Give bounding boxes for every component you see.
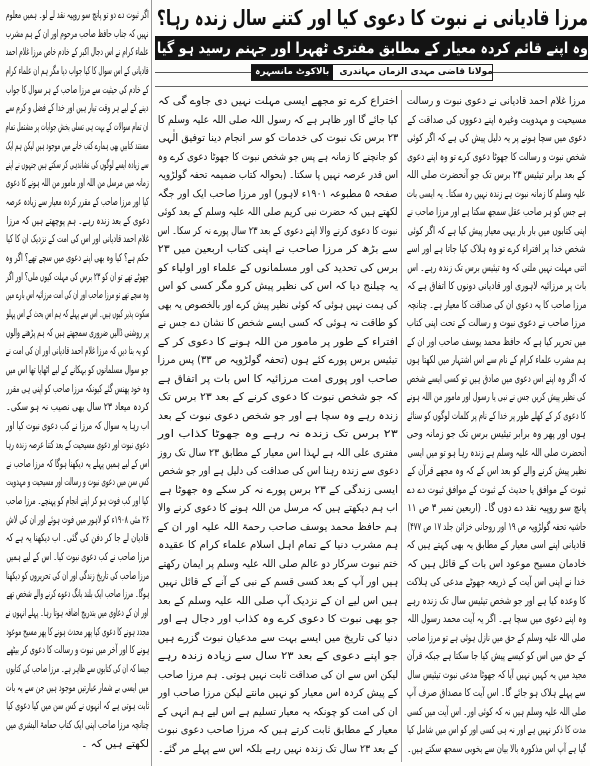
article-text-line-content: سے بڑھ کر مرزا صاحب نے اپنی کتاب اربعین میں ۲۳ [157,243,398,255]
article-text-line-content: لکھتے ہیں کہ ۔ [81,737,149,750]
article-text-line-content: صلی اللہ علیہ وسلم ہیں نہ کہ کوئی اور۔ اس آیت میں کسی [406,705,586,718]
article-text-line [405,518,586,537]
article-text-line [405,666,586,685]
article-text-line [405,148,586,167]
column-divider [151,0,152,766]
article-text-line-content: اگر ثبوت دے دو تو پانچ سو روپیہ نقد لے لو۔ ہمیں معلوم [6,9,149,21]
article-text-line [405,740,586,759]
article-text-line-content: جو سوال مسلمانوں کو بہکانے کے لیے اٹھایا تھا اس میں [5,364,149,377]
article-text-line [405,314,586,333]
article-text-line-content: مرزا صاحب نے دعوی نبوت و رسالت کے تحت اپنی کتاب [407,317,586,329]
article-text-line-content: میں تحریر کیا ہے کہ حافظ محمد یوسف صاحب اور ان کے [406,335,586,348]
article-text-line-content: نبوت کا دعوی کرنے والا اپنے دعوی کے بعد ۲۳ سال پورے نہ کر سکا۔ اس [158,224,398,237]
article-text-line-content: شخص خدا پر افتراء کرے تو وہ ہلاک کیا جاتا ہے اور اسے [406,243,586,255]
article-text-line-content: چنانچہ مرزا صاحب اپنی ایک کتاب حمامۃ البشری میں [5,719,149,732]
article-text-line-content: مفتری علی اللہ ہے لہذا اس معیار کے مطابق ۲۳ سال تک روز [157,446,398,459]
article-text-line [156,425,398,444]
article-text-line-content: اور ان کے دعاوی میں بتدریج اضافہ ہوتا رہا۔ پہلے انہوں نے [5,607,149,619]
article-text-line-content: لکھتے ہیں کہ حضرت نبی کریم صلی اللہ علیہ وسلم کے بعد کوئی [158,206,398,218]
article-text-line [405,610,586,629]
article-text-line [405,425,586,444]
article-text-line-content: پانچ سو روپیہ نقد دے دوں گا۔ (اربعین نمبر ۳ ص ۱۱ [406,502,586,514]
article-text-line-content: قادیانی کے اس سوال کا کیا جواب دیا مگر ہم ان علماء کرام [6,65,149,78]
article-text-line [156,111,398,130]
article-text-line-content: صلی اللہ علیہ وسلم کے حق میں نازل ہوئی ہے تو مرزا صاحب [407,631,586,644]
article-text-line [4,417,149,436]
article-text-line [4,43,149,62]
article-text-line-content: کو طاقت نہ ہوئی کہ کسی ایسے شخص کا نشان دے جس نے [157,317,398,329]
article-text-line [156,721,398,740]
article-text-line-content: جو بھی نبوت کا دعوی کرے وہ کذاب اور دجال ہے اور [158,613,398,625]
article-text-line [405,111,586,130]
headline [155,3,588,33]
article-text-line-content: ہم حافظ محمد یوسف صاحب رحمۃ اللہ علیہ اور ان کے [158,520,398,533]
article-text-line-content: اب ہم دیکھتے ہیں کہ مرسل من اللہ ہونے کا دعوی کرنے والا [157,502,398,514]
article-text-line [405,499,586,518]
article-text-line-content: کے بعد برابر تیئیس ۲۳ برس تک جو آنحضرت صلی اللہ [407,169,586,181]
article-text-line [4,604,149,623]
article-text-line-content: کیا اور کب فوت ہو کر اپنے انجام کو پہنچے۔ مرزا صاحب [6,494,149,507]
article-text-line [156,555,398,574]
article-text-line [405,370,586,389]
article-text-line [156,351,398,370]
article-text-line [405,92,586,111]
article-text-line-content: دعوی سے زندہ رہنا اس کی صداقت کی دلیل ہے اور جو شخص [157,465,398,477]
article-text-line [4,305,149,324]
article-text-line-content: زمانہ میں مرسل من اللہ اور مامور من اللہ ہونے کا دعوی [6,177,149,190]
article-text-line [405,129,586,148]
article-text-line [4,286,149,305]
article-text-line-content: مرزا صاحب کا یہ دعوی ان کی صداقت کا معیار ہے۔ چنانچہ [407,298,586,311]
article-text-line [405,592,586,611]
article-text-line [4,324,149,343]
article-text-line-content: گیا ہے آپ اس مذکورہ بالا بیان سے بخوبی سمجھ سکتے ہیں۔ [407,742,586,755]
article-text-line-content: اپنی کتابوں میں بار بار یہی معیار پیش کیا ہے کہ اگر کوئی [407,224,586,237]
article-text-line-content: سکوت پذیر کیوں ہیں۔ اس سے پہلے کہ ہم اس بحث کے اس پہلو [5,308,149,320]
article-text-line [156,536,398,555]
article-text-line-content: جھوٹے تھے تو ان کو ۲۳ برس کی مہلت کیوں ملی؟ اور اگر [5,270,149,283]
article-text-line [4,62,149,81]
article-text-line [4,268,149,287]
article-text-line [405,351,586,370]
article-text-line [405,277,586,296]
article-text-line-content: شخص نبوت و رسالت کا جھوٹا دعوی کرے تو وہ اپنے دعوی [406,150,586,163]
headline-rule [155,86,588,87]
article-text-line-content: تیئیس برس پورے کئے ہوں (تحفہ گولڑویہ ص ۳۳) پس مرزا [157,354,398,366]
article-text-line-content: غلام احمد قادیانی اور اس کی امت کے نزدیک ان کا کیا [6,233,149,246]
article-text-line [156,240,398,259]
article-text-line [156,296,398,315]
article-text-line [405,185,586,204]
article-text-line-content: کا وعدہ کیا ہے اور جو شخص تیئیس سال تک زندہ رہے [406,594,586,607]
column-divider [401,90,402,762]
article-text-line [4,735,149,754]
article-text-line [4,436,149,455]
article-text-line-content: دینے کے لیے ہر وقت تیار ہیں اور خدا کے فضل و کرم سے [6,102,149,115]
article-text-line-content: جو اپنے دعوی کے بعد ۲۳ سال سے زیادہ زندہ رہے [158,650,398,662]
article-text-line-content: جیسا کہ ان کی کتابوں سے ظاہر ہے۔ مرزا صاحب کی کتابوں [5,663,149,676]
article-text-line-content: ہے جس کو ہر صاحب عقل سمجھ سکتا ہے اور مرزا صاحب نے [406,206,586,218]
article-text-line-content: کس سن میں دعوی نبوت و رسالت اور مسیحیت و مہدویت [5,476,149,489]
article-text-line-content: مستند کتابیں بھی ہمارے کتب خانے میں موجود ہیں لیکن ہم ایک [5,139,149,152]
subheadline [155,36,588,60]
article-text-line [156,185,398,204]
article-text-line-content: قادیانی اپنے اسی معیار کے مطابق یہ بھی کہتے ہیں کہ [406,539,586,551]
article-text-line-content: دنیا کی تاریخ میں ایسے بہت سے مدعیان نبوت گزرے ہیں [157,631,398,644]
article-text-line-content: مدت کا ذکر نہیں ہے اور نہ ہی کسی اور کو اس میں شامل کیا [406,724,586,736]
article-text-line-content: علماء کرام نے اس دجال اکبر کے خادم خاص مرزا غلام احمد [6,46,149,59]
article-text-line-content: ہم مشرب دنیا کے تمام اہل اسلام علماء کرام کا عقیدہ [157,539,398,551]
article-text-line [156,92,398,111]
article-text-line-content: افتراء کے طور پر مامور من اللہ ہونے کا دعوی کر کے [158,335,398,348]
headline-text: مرزا قادیانی نے نبوت کا دعوی کیا اور کتنے سال زندہ رہا؟ [156,6,588,30]
article-text-line [405,333,586,352]
article-text-line [4,492,149,511]
article-text-line-content: حاشیہ تحفہ گولڑویہ ص ۱۹ اور روحانی خزائن جلد ۱۷ ص ۴۷۷) [406,520,586,533]
article-text-line-content: پر روشنی ڈالیں ضروری سمجھتے ہیں کہ ہم پڑھنے والوں [6,326,149,339]
article-text-line [156,592,398,611]
article-text-line-content: کیا جائے گا اور ظاہر ہے کہ رسول اللہ صلی اللہ علیہ وسلم کا [157,113,398,126]
subheadline-text: وہ اپنے قائم کردہ معیار کے مطابق مفتری ٹھہرا اور جہنم رسید ہو گیا [156,39,588,57]
article-text-line [156,703,398,722]
article-text-line-content: کا دعوی کر کے کھلے طور پر خدا کے نام پر کلمات لوگوں کو سنائے [406,409,586,422]
article-text-line-content: ۲۳ برس تک زندہ نہ رہے وہ جھوٹا کذاب اور [158,428,398,440]
article-text-line-content: دعوی نبوت اور دعوی مسیحیت کے بعد کتنا عرصہ زندہ رہا [6,438,149,451]
article-text-line [4,25,149,44]
article-text-line-content: آنحضرت صلی اللہ علیہ وسلم ہے زندہ رہا ہو تو میں ایسی [407,446,586,459]
article-text-line [4,529,149,548]
article-text-line [4,623,149,642]
article-text-line-content: اس کے لیے ہمیں پہلے یہ دیکھنا ہوگا کہ مرزا صاحب نے [5,457,149,470]
article-text-line [156,647,398,666]
article-text-line [4,230,149,249]
article-text-line [405,388,586,407]
article-text-line [156,333,398,352]
article-text-line-content: وہ اپنے دعوی میں سچا ہے۔ اگر یہ آیت محمد رسول اللہ [407,613,586,625]
article-text-line [4,361,149,380]
article-text-line [156,203,398,222]
article-text-line-content: خدا نے اپنی اس آیت کے ذریعہ جھوٹے مدعی کی ہلاکت [407,576,586,588]
article-text-line-content: ۲۳ برس تک نبوت کی خدمات کو سر انجام دینا توفیق الٰہی [157,132,398,144]
byline-location: بالاکوٹ مانسہرہ [251,65,333,80]
article-text-line [156,462,398,481]
article-text-line [405,481,586,500]
article-text-line-content: کے حق میں اس کو کیسے پیش کیا جا سکتا ہے جبکہ قرآن [406,650,586,662]
article-text-line [405,555,586,574]
article-text-line-content: برس کی تحدید کی اور مسلمانوں کے علماء اور اولیاء کو [157,261,398,274]
article-text-line [405,703,586,722]
article-text-line [405,536,586,555]
article-text-line-content: کو جانچنے کا زمانہ ہے پس جو شخص نبوت کا جھوٹا دعوی کرے وہ [158,150,398,163]
article-text-line [4,212,149,231]
article-text-line-content: مجدد ہونے کا دعوی کیا پھر محدث ہونے کا پھر مسیح موعود [6,625,149,638]
article-text-line [405,222,586,241]
article-text-line [156,407,398,426]
article-text-line [405,721,586,740]
article-text-line [405,203,586,222]
article-text-line-content: کردہ میعاد ۲۳ سال بھی نصیب نہ ہو سکی۔ [5,401,149,414]
article-text-line [4,156,149,175]
article-text-line-content: ہم مشرب علماء کرام کے نام سے اس اشتہار میں لکھتا ہوں [407,354,586,366]
article-text-line [4,174,149,193]
article-text-line-content: سے پہلے ہلاک ہو جائے گا۔ اس آیت کا مصداق صرف آپ [406,687,586,699]
article-text-line [4,99,149,118]
article-text-line-content: کی ہمت نہیں ہوئی کہ کوئی نظیر پیش کرے اور بالخصوص یہ بھی [158,298,398,311]
article-text-line-content: ہوگا۔ مرزا صاحب ایک بلند بانگ دعوے کرنے والے شخص تھے [5,588,149,601]
article-text-line [4,641,149,660]
article-text-line-content: کو یہ بتا دیں کہ مرزا غلام احمد قادیانی اور ان کی امت نے [5,345,149,358]
article-text-line [156,129,398,148]
article-text-line-content: مرزا صاحب کی تاریخ زندگی اور ان کی تحریروں کو دیکھنا [5,569,149,582]
article-text-line [156,388,398,407]
byline-box [251,64,493,81]
article-text-line [405,296,586,315]
middle-column [156,92,398,758]
article-text-line-content: صاحب اور پوری امت مرزائیہ کا اس بات پر اتفاق ہے [157,372,398,385]
article-text-line [405,462,586,481]
article-text-line [156,166,398,185]
article-text-line-content: لیکن اس سے ان کی صداقت ثابت نہیں ہوتی۔ ہم مرزا صاحب [157,668,398,681]
article-text-line [4,567,149,586]
article-text-line [405,444,586,463]
article-text-line-content: مسیحیت و مہدویت وغیرہ اپنے دعووں کی صداقت کے [407,113,586,126]
article-text-line [405,259,586,278]
article-text-line [4,398,149,417]
article-text-line [156,148,398,167]
article-text-line-content: خادمان مسیح موعود اس بات کے قائل ہیں کہ [406,557,586,570]
article-text-line [405,573,586,592]
article-text-line-content: ایسی زندگی کے ۲۳ برس پورے نہ کر سکے وہ جھوٹا ہے [159,483,398,496]
right-column [405,92,586,758]
article-text-line-content: اختراع کرے تو مجھے ایسی مہلت نہیں دی جاوے گی کہ [158,95,398,107]
article-text-line [4,81,149,100]
headline-block [155,3,588,83]
article-text-line-content: حکم ہے؟ کیا وہ بھی اپنے دعوی میں سچے تھے؟ اگر وہ [6,251,149,264]
article-text-line-content: کے خادم کی حیثیت سے مرزا صاحب کے ہر سوال کا جواب [5,83,149,96]
article-text-line [156,222,398,241]
article-text-line [4,118,149,137]
article-text-line-content: کہ جو شخص نبوت کا دعوی کرنے کے بعد ۲۳ برس تک [158,391,398,403]
article-text-line-content: ان تمام سوالات کے بہت ہی تسلی بخش جوابات پر مشتمل تمام [6,121,149,134]
article-text-line-content: کہ اگر وہ اپنے اس دعوی میں صادق ہیں تو کسی ایسے شخص [406,372,586,385]
article-text-line [405,166,586,185]
article-text-line-content: بات پر مرزائیہ لاہوری اور قادیانی دونوں کا اتفاق ہے کہ [406,280,586,292]
article-text-line [156,370,398,389]
article-text-line [4,137,149,156]
article-text-line-content: ۲۶ مئی ۱۹۰۸ء کو لاہور میں فوت ہوئے اور ان کی لاش [6,513,149,526]
article-text-line [4,6,149,25]
article-text-line-content: وہ خود پھنس گئے کیونکہ مرزا صاحب کو اپنی ہی مقرر [6,382,149,395]
article-text-line-content: علیہ وسلم کا زمانہ نبوت ہے زندہ نہیں رہ سکتا۔ یہ ایسی بات [407,187,586,200]
article-text-line-content: صفحہ ۵ مطبوعہ ۱۹۰۱ء لاہور) اور مرزا صاحب ایک اور جگہ [157,187,398,200]
article-text-line [4,585,149,604]
article-text-line [4,548,149,567]
article-text-line-content: مرزا غلام احمد قادیانی نے دعوی نبوت و رسالت [406,95,586,107]
article-text-line-content: ہیں اس لیے ان کے نزدیک آپ صلی اللہ علیہ وسلم کے بعد [158,594,398,607]
article-text-line [156,481,398,500]
article-text-line-content: نظیر پیش کرنے والے کو بعد اس کے کہ وہ مجھے قرآن کے [407,465,586,477]
article-text-line [4,511,149,530]
byline-author: مولانا قاضی مہدی الزمان مہاندری [339,67,493,77]
article-text-line-content: وہ سچے تھے تو مرزا صاحب اور ان کی امت مرزائیہ اس بارے میں [6,289,149,302]
article-text-line [156,518,398,537]
article-text-line-content: زندہ رہے وہ سچا ہے اور جو شخص دعوی نبوت کے بعد [158,409,398,422]
article-text-line-content: نہیں کہ جناب حافظ صاحب مرحوم اور ان کے ہم مشرب [6,27,149,40]
article-text-line-content: قادیان لے جا کر دفن کی گئی۔ اب دیکھنا یہ ہے کہ [5,532,149,545]
article-text-line-content: ثبوت کے موافق یا حدیث کے ثبوت کے موافق ثبوت دے دے [407,483,586,496]
article-text-line-content: میں ایسی بے شمار عبارتیں موجود ہیں جن سے یہ بات [5,681,149,694]
article-text-line [4,473,149,492]
article-text-line [156,629,398,648]
article-text-line [405,240,586,259]
article-text-line-content: کی نظیر پیش کریں جس نے نبی یا رسول اور مامور من اللہ ہونے [406,391,586,403]
article-text-line [156,610,398,629]
article-text-line-content: سے زیادہ ایسے لوگوں کی نشاندہی کر سکتے ہیں جنہوں نے اپنے [5,158,149,171]
article-text-line [4,193,149,212]
article-text-line [4,679,149,698]
article-text-line [4,697,149,716]
article-text-line [4,455,149,474]
article-text-line [156,740,398,759]
article-text-line-content: اتنی مہلت نہیں ملتی کہ وہ تیئیس برس تک زندہ رہے۔ اس [407,261,586,274]
article-text-line-content: ہوں اور پھر وہ برابر تیئیس برس تک جو زمانہ وحی [407,428,586,440]
article-text-line-content: اب رہا یہ سوال کہ مرزا نے کب دعوی نبوت کیا اور [5,420,149,433]
article-text-line [156,573,398,592]
article-text-line-content: مرزا صاحب نے کب دعوی نبوت کیا۔ اس کے لیے ہمیں [5,550,149,563]
article-text-line [405,647,586,666]
article-text-line [405,407,586,426]
article-text-line [405,684,586,703]
article-text-line-content: ان کی امت کو چونکہ یہ معیار تسلیم ہے اس لیے ہم انہی کے [157,705,398,718]
byline [155,64,588,81]
article-text-line [4,660,149,679]
left-column [4,6,149,754]
article-text-line [156,666,398,685]
article-text-line [4,380,149,399]
article-text-line [4,249,149,268]
article-text-line-content: ثابت ہوتی ہے کہ انہوں نے کس سن میں کیا دعوی کیا [5,700,149,713]
article-text-line-content: کے بعد ۲۳ سال تک زندہ نہیں رہے بلکہ اس سے پہلے مر گئے۔ [158,742,398,755]
article-text-line [405,629,586,648]
article-text-line [156,499,398,518]
article-text-line-content: دعوی میں سچا ہونے پر یہ دلیل پیش کی ہے کہ اگر کوئی [407,132,586,144]
article-text-line [156,259,398,278]
article-text-line-content: کیا اور مرزا صاحب کے مقرر کردہ معیار سے زیادہ عرصہ [6,195,149,208]
article-text-line-content: ہونے کا اور آخر میں نبوت و رسالت کا دعوی کر بیٹھے [5,644,149,657]
article-text-line [156,684,398,703]
article-text-line-content: ختم نبوت سرکار دو عالم صلی اللہ علیہ وسلم پر ایمان رکھتے [157,557,398,570]
article-text-line-content: مجید میں یہ کہیں نہیں آیا کہ جھوٹا مدعی نبوت تیئیس سال [407,668,586,681]
article-text-line [156,314,398,333]
article-text-line-content: معیار کے مطابق ثابت کرتے ہیں کہ مرزا صاحب دعوی نبوت [157,724,398,736]
article-text-line [4,716,149,735]
article-text-line [4,342,149,361]
article-text-line-content: دعوی کے بعد زندہ رہے۔ ہم پوچھتے ہیں کہ مرزا [6,214,149,227]
article-text-line-content: ہیں اور آپ کے بعد کسی قسم کے نبی کے آنے کے قائل نہیں [157,576,398,588]
article-text-line [156,277,398,296]
article-text-line-content: کے پیش کردہ اس معیار کو نہیں مانتے لیکن مرزا صاحب اور [158,687,398,699]
article-text-line [156,444,398,463]
article-text-line-content: اس قدر عرصہ نہیں پا سکتا۔ (بحوالہ کتاب ضمیمہ تحفہ گولڑویہ [158,169,398,181]
article-text-line-content: یہ چیلنج دیا کہ اس کی نظیر پیش کرو مگر کسی کو اس [157,280,398,292]
